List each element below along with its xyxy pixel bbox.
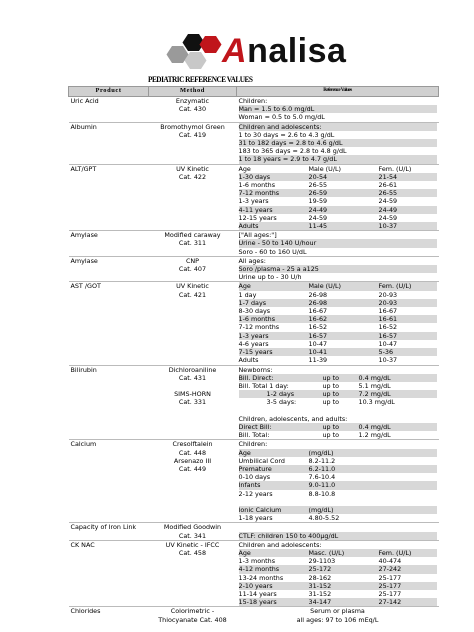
page-title: PEDIATRIC REFERENCE VALUES bbox=[148, 74, 253, 84]
method-cell: Bromothymol Green Cat. 419 bbox=[149, 122, 237, 164]
method-cell: UV Kinetic Cat. 422 bbox=[149, 164, 237, 231]
table-row bbox=[69, 440, 439, 523]
method-cell: Cresolftalein Cat. 448 Arsenazo III Cat. 449 bbox=[149, 440, 237, 523]
header-product: Product bbox=[69, 87, 149, 97]
reference-cell: Children: Age (mg/dL) Umbilical Cord 8.2-11.2 Premature 6.2-11.0 0-10 days 7.6-10.4 Infants 9.0-11.0 2-12 years 8.8-10.8 Ionic Calcium (mg/dL) 1-18 years 4.80-5.52 bbox=[237, 440, 439, 523]
method-cell: CNP Cat. 407 bbox=[149, 256, 237, 282]
table-row bbox=[69, 365, 439, 440]
reference-cell: Children and adolescents: 1 to 30 days = 2.6 to 4.3 g/dL 31 to 182 days = 2.8 to 4.6 g/dL 183 to 365 days = 2.8 to 4.8 g/dL 1 to 18 years = 2.9 to 4.7 g/dL bbox=[237, 122, 439, 164]
reference-cell: Children: Man = 1.5 to 6.0 mg/dL Woman = 0.5 to 5.0 mg/dL bbox=[237, 97, 439, 123]
table-row bbox=[69, 282, 439, 365]
table-row bbox=[69, 231, 439, 257]
product-cell: Bilirubin bbox=[69, 365, 149, 440]
method-cell: UV Kinetic - IFCC Cat. 458 bbox=[149, 540, 237, 607]
method-cell: Dichloroaniline Cat. 431 SIMS-HORN Cat. 331 bbox=[149, 365, 237, 440]
product-cell: Calcium bbox=[69, 440, 149, 523]
brand-name: Analisa bbox=[222, 32, 347, 70]
reference-cell: CTLF: children 150 to 400µg/dL bbox=[237, 523, 439, 540]
reference-cell: Age Male (U/L) Fem. (U/L) 1 day 26-98 20-93 1-7 days 26-98 20-93 8-30 days 16-67 16-67 1-6 months 16-62 16-61 7-12 months 16-52 16-52 1-3 years 16-57 16-57 4-6 years 10-47 10-47 7-15 years 10-41 5-36 Adults 11-39 10-37 bbox=[237, 282, 439, 365]
product-cell: CK NAC bbox=[69, 540, 149, 607]
reference-cell: Age Male (U/L) Fem. (U/L) 1-30 days 20-54 21-54 1-6 months 26-55 26-61 7-12 months 26-59 26-55 1-3 years 19-59 24-59 4-11 years 24-49 24-49 12-15 years 24-59 24-59 Adults 11-45 10-37 bbox=[237, 164, 439, 231]
table-row bbox=[69, 122, 439, 164]
method-cell: Enzymatic Cat. 430 bbox=[149, 97, 237, 123]
reference-cell: All ages: Soro /plasma - 25 a a125 Urine up to - 30 U/h bbox=[237, 256, 439, 282]
product-cell: Amylase bbox=[69, 256, 149, 282]
table-row bbox=[69, 523, 439, 540]
table-row bbox=[69, 540, 439, 607]
product-cell: AST /GOT bbox=[69, 282, 149, 365]
method-cell: Colorimetric - Thiocyanate Cat. 408 bbox=[149, 607, 237, 624]
product-cell: Uric Acid bbox=[69, 97, 149, 123]
product-cell: Chlorides bbox=[69, 607, 149, 624]
reference-cell: ["All ages:"] Urine - 50 to 140 U/hour Soro - 60 to 160 U/dL bbox=[237, 231, 439, 257]
product-cell: Capacity of Iron Link bbox=[69, 523, 149, 540]
reference-cell: Children and adolescents: Age Masc. (U/L) Fem. (U/L) 1-3 months 29-1103 40-474 4-12 months 25-172 27-242 13-24 months 28-162 25-177 2-10 years 31-152 25-177 11-14 years 31-152 25-177 15-18 years 34-147 27-142 bbox=[237, 540, 439, 607]
header-method: Method bbox=[149, 87, 237, 97]
table-row bbox=[69, 164, 439, 231]
table-row bbox=[69, 256, 439, 282]
reference-table bbox=[68, 86, 439, 624]
header-reference: Reference Values bbox=[237, 87, 439, 97]
method-cell: UV Kinetic Cat. 421 bbox=[149, 282, 237, 365]
method-cell: Modified caraway Cat. 311 bbox=[149, 231, 237, 257]
reference-cell: Newborns: Bill. Direct: up to 0.4 mg/dL Bill. Total 1 day: up to 5.1 mg/dL 1-2 days up to 7.2 mg/dL 3-5 days: up to 10.3 mg/dL Children, adolescents, and adults: Direct Bill: up to 0.4 mg/dL Bill. Total: up to 1.2 mg/dL bbox=[237, 365, 439, 440]
product-cell: Albumin bbox=[69, 122, 149, 164]
table-row bbox=[69, 97, 439, 123]
header-row bbox=[69, 87, 439, 97]
product-cell: ALT/GPT bbox=[69, 164, 149, 231]
method-cell: Modified Goodwin Cat. 341 bbox=[149, 523, 237, 540]
table-row bbox=[69, 607, 439, 624]
product-cell: Amylase bbox=[69, 231, 149, 257]
reference-cell: Serum or plasma all ages: 97 to 106 mEq/L bbox=[237, 607, 439, 624]
